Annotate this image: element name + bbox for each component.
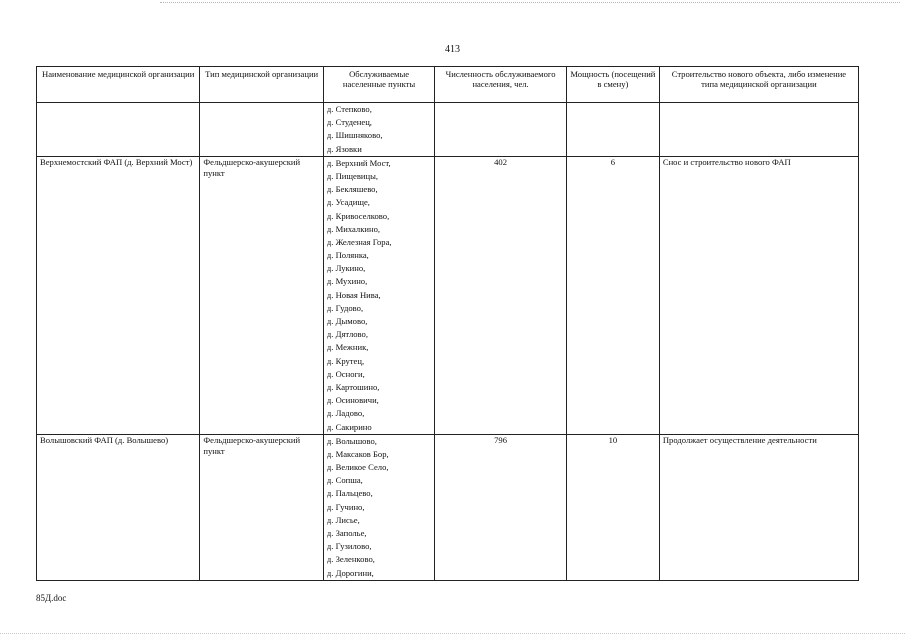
settlement-item: д. Студенец,	[326, 117, 372, 128]
capacity-cell	[566, 103, 659, 157]
settlement-item: д. Межник,	[326, 342, 369, 353]
action-cell: Снос и строительство нового ФАП	[659, 156, 858, 434]
settlement-item: д. Сакирино	[326, 421, 372, 432]
settlement-item: д. Лисье,	[326, 514, 360, 525]
org-type-cell: Фельдшерско-акушерский пункт	[200, 434, 324, 580]
settlement-item: д. Усадище,	[326, 197, 370, 208]
settlement-item: д. Степково,	[326, 104, 372, 114]
settlement-item: д. Железная Гора,	[326, 236, 392, 247]
settlement-item: д. Зеленково,	[326, 554, 375, 565]
table-row	[37, 103, 859, 157]
action-cell: Продолжает осуществление деятельности	[659, 434, 858, 580]
org-name-cell: Верхнемостский ФАП (д. Верхний Мост)	[37, 156, 200, 434]
scan-artifact-top	[160, 2, 900, 5]
settlement-item: д. Пищевицы,	[326, 170, 379, 181]
settlement-item: д. Пальцево,	[326, 488, 373, 499]
settlement-item: д. Великое Село,	[326, 462, 389, 473]
settlement-item: д. Картошино,	[326, 381, 380, 392]
settlement-item: д. Полянка,	[326, 250, 369, 261]
settlement-item: д. Волышово,	[326, 435, 377, 446]
settlement-item: д. Сопша,	[326, 475, 363, 486]
action-cell	[659, 103, 858, 157]
settlement-item: д. Дымово,	[326, 316, 368, 326]
settlement-item: д. Язовки	[326, 143, 362, 154]
table-header-row	[37, 67, 859, 103]
settlement-item: д. Осиновичи,	[326, 395, 379, 406]
population-cell	[435, 103, 567, 157]
population-cell: 796	[435, 434, 567, 580]
settlement-item: д. Заполье,	[326, 528, 367, 538]
settlement-item: д. Шишняково,	[326, 130, 383, 141]
header-org-name: Наименование медицинской организации	[37, 67, 200, 103]
settlement-item: д. Ладово,	[326, 408, 365, 419]
medical-organizations-table	[36, 66, 859, 581]
capacity-cell: 10	[566, 434, 659, 580]
settlements-cell	[323, 434, 434, 580]
settlement-item: д. Бекляшево,	[326, 184, 378, 195]
capacity-cell: 6	[566, 156, 659, 434]
table-row	[37, 156, 859, 434]
document-filename: 85Д.doc	[36, 593, 67, 603]
header-population: Численность обслуживаемого населения, чел.	[435, 67, 567, 103]
org-name-cell	[37, 103, 200, 157]
settlement-item: д. Дорогини,	[326, 567, 374, 578]
settlement-item: д. Дятлово,	[326, 329, 368, 340]
header-action: Строительство нового объекта, либо изменение типа медицинской организации	[659, 67, 858, 103]
org-name-cell: Волышовский ФАП (д. Волышево)	[37, 434, 200, 580]
page-number: 413	[445, 44, 460, 55]
settlement-item: д. Кривоселково,	[326, 210, 390, 221]
settlement-item: д. Новая Нива,	[326, 289, 381, 300]
settlement-item: д. Мухино,	[326, 276, 368, 287]
settlement-item: д. Лукино,	[326, 263, 366, 274]
header-org-type: Тип медицинской организации	[200, 67, 324, 103]
org-type-cell: Фельдшерско-акушерский пункт	[200, 156, 324, 434]
settlement-item: д. Верхний Мост,	[326, 157, 391, 168]
settlement-item: д. Михалкино,	[326, 223, 381, 234]
settlement-item: д. Гузилово,	[326, 541, 372, 552]
header-capacity: Мощность (посещений в смену)	[566, 67, 659, 103]
settlement-item: д. Осноги,	[326, 368, 365, 379]
settlements-cell	[323, 103, 434, 157]
header-settlements: Обслуживаемые населенные пункты	[323, 67, 434, 103]
population-cell: 402	[435, 156, 567, 434]
settlement-item: д. Гучино,	[326, 501, 365, 512]
settlement-item: д. Крутец,	[326, 355, 365, 366]
settlement-item: д. Максаков Бор,	[326, 448, 389, 459]
scan-artifact-bottom	[0, 633, 905, 636]
table-row	[37, 434, 859, 580]
org-type-cell	[200, 103, 324, 157]
settlement-item: д. Гудово,	[326, 302, 364, 313]
settlements-cell	[323, 156, 434, 434]
